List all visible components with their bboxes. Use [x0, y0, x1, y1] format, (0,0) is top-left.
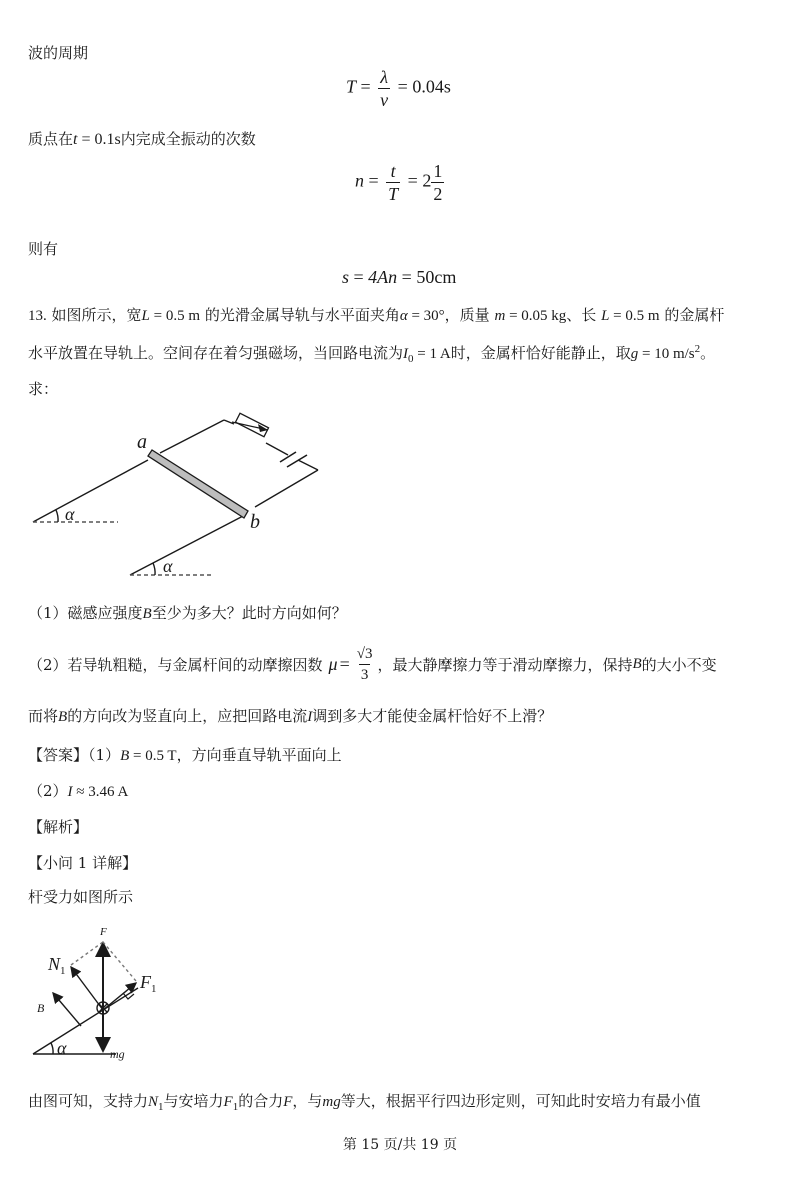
label-alpha-1: α [65, 504, 75, 524]
value: = 30°， [407, 308, 460, 324]
var-B: B [142, 606, 152, 622]
text: 如图所示，宽 [51, 306, 142, 324]
var-L: L [141, 308, 150, 324]
eq-count-den: T [388, 184, 399, 204]
eq-period-num: λ [380, 67, 389, 87]
count-prefix: 质点在 [28, 130, 74, 148]
label-F1 [139, 972, 157, 995]
var-I: I [307, 709, 313, 725]
parallelogram-dash-2 [103, 942, 136, 981]
text: 时，金属杆恰好能静止，取 [450, 344, 631, 362]
battery-plate-long [280, 452, 296, 462]
label-b: b [250, 511, 260, 533]
eq-period-den: v [380, 90, 389, 110]
right-rail-upper [255, 470, 318, 507]
rail-diagram [0, 410, 400, 590]
equation-period: T = $\frac{\lambda}{v}$ = 0.04s [346, 67, 451, 110]
label-a: a [137, 431, 147, 453]
text: 。 [700, 344, 716, 362]
label-alpha-2: α [163, 556, 173, 576]
text: （2）若导轨粗糙，与金属杆间的动摩擦因数 [28, 655, 323, 674]
answer-tag: 【答案】 [28, 746, 89, 764]
mu-fraction [355, 644, 375, 685]
eq-period-rhs: 0.04s [412, 76, 451, 97]
label-N: N [48, 954, 61, 974]
battery-plate-short [287, 455, 307, 467]
value: = 0.05 kg、长 [505, 308, 597, 324]
force-text: 杆受力如图所示 [28, 888, 134, 906]
subscript: 1 [158, 1101, 164, 1113]
value: = 10 m/s [638, 346, 695, 362]
eq-period-fraction [378, 66, 390, 111]
eq-count-fraction [386, 160, 400, 205]
text: 至少为多大？此时方向如何？ [151, 604, 347, 622]
value: ≈ 3.46 A [72, 784, 129, 800]
text: ，与 [292, 1092, 323, 1110]
analysis-heading: 【解析】 [28, 818, 89, 836]
equation-distance: s = 4An = 50cm [342, 267, 457, 287]
period-label: 波的周期 [28, 44, 89, 62]
var-m: m [494, 308, 506, 324]
value: = 0.5 T， [129, 748, 192, 764]
force-diagram [20, 915, 220, 1075]
text: （2） [28, 782, 68, 800]
value: = 1 A [413, 346, 451, 362]
page-footer: 第 15 页/共 19 页 [342, 1137, 458, 1153]
text: 的方向改为竖直向上，应把回路电流 [67, 707, 308, 725]
text: （1）磁感应强度 [28, 604, 143, 622]
var-B: B [632, 655, 642, 672]
text: 的合力 [238, 1092, 284, 1110]
sub-question-1-heading: 【小问 1 详解】 [28, 854, 138, 872]
text: 的大小不变 [641, 655, 717, 674]
answer-line-1 [28, 744, 342, 765]
subscript: 1 [232, 1101, 239, 1113]
b-field-arrow [53, 993, 81, 1026]
wire-battery-right [298, 460, 318, 470]
label-mg: mg [110, 1047, 125, 1061]
var-I0: I [403, 346, 409, 362]
var-F: F [223, 1094, 233, 1110]
label-alpha: α [57, 1038, 67, 1058]
count-suffix: 内完成全振动的次数 [120, 130, 256, 148]
label-F1-sub: 1 [151, 983, 157, 995]
conclusion-text [28, 1090, 701, 1113]
var-mg: mg [322, 1094, 341, 1110]
eq-period-lhs: T [346, 76, 357, 97]
question-1 [28, 602, 347, 623]
wire-to-battery [266, 443, 288, 455]
question-2-continued [28, 705, 552, 726]
text: 的光滑金属导轨与水平面夹角 [204, 306, 400, 324]
angle-arc-1 [56, 510, 58, 522]
var-mu: μ [328, 653, 338, 674]
var-I: I [67, 784, 73, 800]
text: 等大，根据平行四边形定则，可知此时安培力有最小值 [340, 1092, 701, 1110]
label-F1-main: F [140, 972, 151, 992]
answer-line-2 [28, 780, 128, 801]
var-B: B [120, 748, 130, 764]
problem-line-1 [28, 304, 724, 325]
mu-den: 3 [359, 664, 371, 685]
left-rail-lower [33, 460, 148, 522]
count-var: t [73, 131, 78, 148]
eq-count-fnum: 1 [433, 161, 443, 181]
text: 的金属杆 [664, 306, 725, 324]
var-B: B [58, 709, 68, 725]
text: （1） [88, 746, 121, 764]
text: ，最大静摩擦力等于滑动摩擦力，保持 [377, 655, 633, 674]
angle-arc [51, 1043, 53, 1054]
superscript: 2 [694, 343, 701, 355]
eq-count-mixed-fraction [431, 160, 444, 205]
right-rail-lower [130, 515, 245, 575]
value: = 0.5 m [609, 308, 660, 324]
text: 与安培力 [163, 1092, 224, 1110]
value: = 0.5 m [149, 308, 201, 324]
eq-distance-mid: 4An [368, 267, 398, 287]
then-label: 则有 [28, 240, 59, 258]
angle-arc-2 [153, 563, 155, 575]
eq-count-fden: 2 [433, 184, 443, 204]
var-alpha: α [399, 308, 408, 324]
count-label: 质点在t = 0.1s内完成全振动的次数 [28, 130, 256, 148]
label-N-sub: 1 [60, 965, 66, 977]
var-F: F [283, 1094, 293, 1110]
problem-number: 13. [28, 308, 47, 324]
left-rail-upper [160, 420, 224, 453]
label-N1 [47, 954, 66, 977]
subscript: 0 [408, 353, 414, 365]
var-N: N [148, 1094, 159, 1110]
eq-count-whole: 2 [422, 170, 432, 191]
label-F: F [100, 926, 107, 938]
label-B: B [37, 1001, 45, 1015]
eq-distance-lhs: s [342, 267, 350, 287]
eq-count-lhs: n [355, 170, 364, 191]
text: 由图可知，支持力 [28, 1092, 149, 1110]
count-value: 0.1s [94, 131, 121, 148]
problem-line-3: 求： [28, 380, 59, 398]
text: 方向垂直导轨平面向上 [191, 746, 342, 764]
rheostat [232, 413, 269, 436]
metal-rod [148, 450, 248, 518]
text: 质量 [459, 306, 490, 324]
eq-distance-rhs: 50cm [416, 267, 457, 287]
equation-count: n = $\frac{t}{T}$ = 2 $\frac{1}{2}$ [355, 161, 443, 204]
incline-surface [33, 988, 138, 1054]
mu-num: √3 [356, 645, 373, 662]
parallelogram-dash-1 [71, 942, 103, 965]
eq-count-num: t [390, 161, 396, 181]
var-L: L [601, 308, 610, 324]
text: 水平放置在导轨上。空间存在着匀强磁场，当回路电流为 [28, 344, 404, 362]
text: 而将 [28, 707, 59, 725]
question-2: （2）若导轨粗糙，与金属杆间的动摩擦因数 μ = $\frac{√3}{3}$ ，最大静摩擦力等于滑动摩擦力，保持 B 的大小不变 [28, 645, 717, 683]
problem-line-2 [28, 342, 715, 365]
var-g: g [630, 346, 639, 362]
text: 调到多大才能使金属杆恰好不上滑？ [312, 707, 553, 725]
